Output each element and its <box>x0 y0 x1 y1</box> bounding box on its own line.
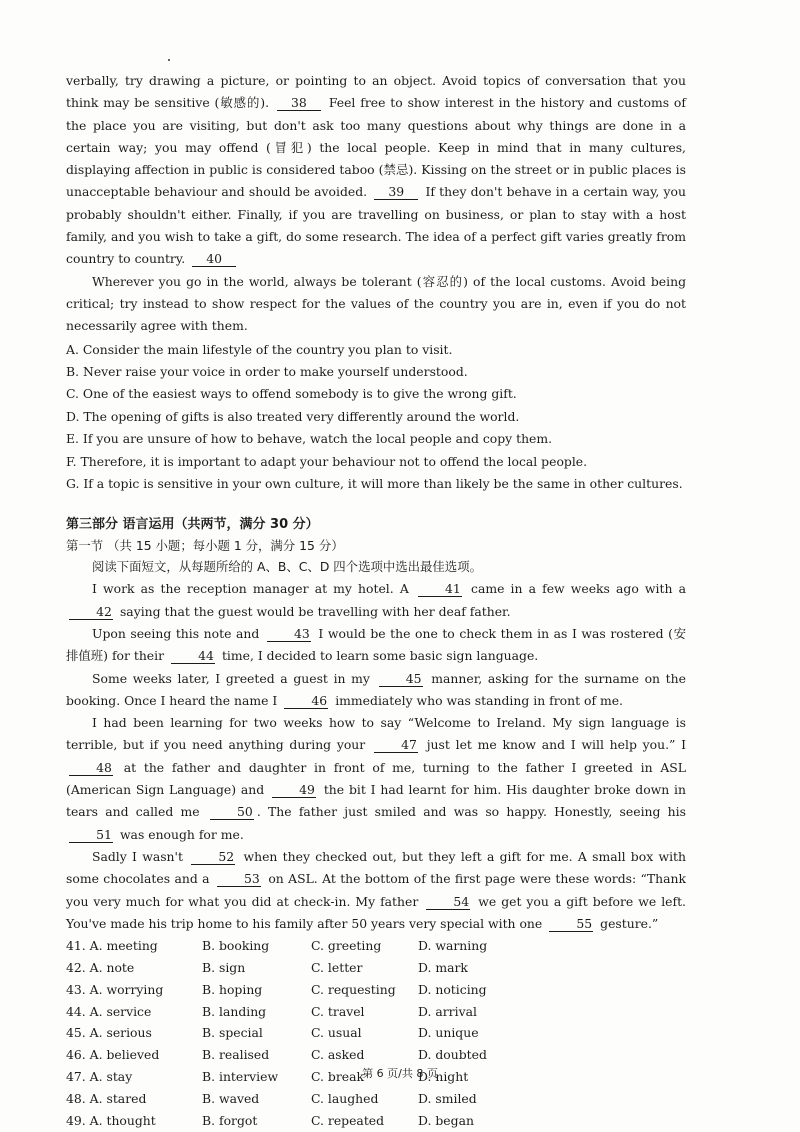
text: immediately who was standing in front of me. <box>335 692 623 708</box>
text: gesture.” <box>600 915 659 931</box>
blank-46[interactable]: 46 <box>284 693 328 709</box>
text: . The father just smiled and was so happy. Honestly, seeing his <box>256 804 686 820</box>
question-43 <box>66 979 686 1001</box>
option-e: E. If you are unsure of how to behave, watch the local people and copy them. <box>66 431 553 447</box>
choice-d[interactable]: D. doubted <box>418 1047 487 1063</box>
blank-45[interactable]: 45 <box>379 671 423 687</box>
choice-a[interactable]: 43. A. worrying <box>66 981 164 997</box>
section-title: 第三部分 语言运用（共两节，满分 30 分） <box>66 517 319 533</box>
choice-c[interactable]: C. letter <box>311 959 363 975</box>
choice-d[interactable]: D. arrival <box>418 1003 477 1019</box>
choice-c[interactable]: C. greeting <box>311 938 382 954</box>
option-g: G. If a topic is sensitive in your own culture, it will more than likely be the same in other cultures. <box>66 476 683 491</box>
choice-d[interactable]: D. began <box>418 1112 474 1128</box>
text: at the father and daughter in front of me, turning to the father I greeted in ASL (American Sign Language) and <box>66 759 686 798</box>
choice-b[interactable]: B. waved <box>202 1090 260 1106</box>
option-c: C. One of the easiest ways to offend somebody is to give the wrong gift. <box>66 386 517 402</box>
choice-d[interactable]: D. smiled <box>418 1090 477 1106</box>
blank-52[interactable]: 52 <box>191 849 235 865</box>
text: just let me know and I will help you.” I <box>426 737 686 753</box>
text: on ASL. At the bottom of the first page were these words: “Thank you very much for what you did at check-in. My father <box>66 871 686 909</box>
section-subtitle: 第一节 （共 15 小题；每小题 1 分，满分 15 分） <box>66 538 344 554</box>
blank-43[interactable]: 43 <box>267 626 311 642</box>
choice-d[interactable]: D. warning <box>418 938 488 954</box>
blank-38[interactable]: 38 <box>277 95 321 111</box>
choice-b[interactable]: B. sign <box>202 959 246 975</box>
choice-d[interactable]: D. unique <box>418 1025 479 1041</box>
blank-39[interactable]: 39 <box>374 184 418 200</box>
text: time, I decided to learn some basic sign language. <box>221 648 539 664</box>
blank-54[interactable]: 54 <box>426 894 470 910</box>
text: I had been learning for two weeks how to say “Welcome to Ireland. My sign language is terrible, but if you need anything during your <box>66 715 686 753</box>
question-49 <box>66 1110 686 1132</box>
choice-c[interactable]: C. repeated <box>311 1112 385 1128</box>
choice-d[interactable]: D. mark <box>418 959 468 975</box>
blank-48[interactable]: 48 <box>69 760 113 776</box>
section-instruction: 阅读下面短文，从每题所给的 A、B、C、D 四个选项中选出最佳选项。 <box>92 559 482 575</box>
blank-55[interactable]: 55 <box>549 916 593 932</box>
choice-c[interactable]: C. requesting <box>311 981 396 997</box>
cloze-paragraph-3 <box>66 668 686 713</box>
question-41 <box>66 935 686 957</box>
choice-c[interactable]: C. laughed <box>311 1090 379 1106</box>
question-44 <box>66 1001 686 1023</box>
text: saying that the guest would be travelling with her deaf father. <box>119 603 511 619</box>
choice-b[interactable]: B. booking <box>202 938 270 954</box>
choice-a[interactable]: 47. A. stay <box>66 1068 133 1084</box>
blank-51[interactable]: 51 <box>69 827 113 843</box>
choice-a[interactable]: 49. A. thought <box>66 1112 156 1128</box>
choice-a[interactable]: 42. A. note <box>66 959 135 975</box>
blank-41[interactable]: 41 <box>418 581 462 597</box>
choice-a[interactable]: 45. A. serious <box>66 1025 152 1041</box>
option-d: D. The opening of gifts is also treated very differently around the world. <box>66 408 520 424</box>
choice-b[interactable]: B. hoping <box>202 981 263 997</box>
question-45 <box>66 1022 686 1044</box>
choice-b[interactable]: B. forgot <box>202 1112 258 1128</box>
option-a: A. Consider the main lifestyle of the country you plan to visit. <box>66 341 453 357</box>
choice-a[interactable]: 41. A. meeting <box>66 938 158 954</box>
passage-paragraph-1 <box>66 70 686 271</box>
blank-47[interactable]: 47 <box>374 737 418 753</box>
text: If they don't behave in a certain way, you probably shouldn't either. Finally, if you are travelling on business, or plan to stay with a host family, and you wish to take a gift, do some research. The idea of a perfect gift varies greatly from country to country. <box>66 184 686 267</box>
page-content <box>66 70 686 1131</box>
text: we get you a gift before we left. You've made his trip home to his family after 50 years very special with one <box>66 893 686 931</box>
blank-42[interactable]: 42 <box>69 604 113 620</box>
choice-c[interactable]: C. asked <box>311 1047 365 1063</box>
question-options-list <box>66 935 686 1131</box>
blank-44[interactable]: 44 <box>171 648 215 664</box>
option-f: F. Therefore, it is important to adapt your behaviour not to offend the local people. <box>66 453 588 469</box>
choice-b[interactable]: B. special <box>202 1025 263 1041</box>
text: the bit I had learnt for him. His daughter broke down in tears and called me <box>66 782 686 820</box>
text: came in a few weeks ago with a <box>471 581 686 597</box>
blank-53[interactable]: 53 <box>217 871 261 887</box>
blank-50[interactable]: 50 <box>210 804 254 820</box>
text: Feel free to show interest in the history and customs of the place you are visiting, but don't ask too many questions about why things are done in a certain way; you may offend (冒犯) the local people. Keep in mind that in many cultures, displaying affection in public is considered taboo (禁忌). Kissing on the street or in public places is unacceptable behaviour and should be avoided. <box>66 95 686 200</box>
blank-49[interactable]: 49 <box>272 782 316 798</box>
option-b: B. Never raise your voice in order to make yourself understood. <box>66 363 468 379</box>
choice-a[interactable]: 48. A. stared <box>66 1090 147 1106</box>
text: I work as the reception manager at my hotel. A <box>92 581 409 597</box>
text: was enough for me. <box>119 826 244 842</box>
scan-speck <box>168 59 170 61</box>
cloze-paragraph-2 <box>66 623 686 668</box>
cloze-paragraph-5 <box>66 846 686 935</box>
choice-a[interactable]: 46. A. believed <box>66 1047 160 1063</box>
seven-choose-five-options <box>66 339 686 496</box>
passage-paragraph-2: Wherever you go in the world, always be tolerant (容忍的) of the local customs. Avoid being critical; try instead to show respect for the values of the country you are in, even if you do not necessarily agree with them. <box>66 273 686 334</box>
choice-c[interactable]: C. usual <box>311 1025 362 1041</box>
question-48 <box>66 1088 686 1110</box>
text: when they checked out, but they left a gift for me. A small box with some chocolates and a <box>66 848 686 887</box>
text: verbally, try drawing a picture, or pointing to an object. Avoid topics of conversation that you think may be sensitive (敏感的). <box>66 73 686 111</box>
text: I would be the one to check them in as I was rostered (安排值班) for their <box>66 626 686 664</box>
question-42 <box>66 957 686 979</box>
cloze-paragraph-4 <box>66 712 686 846</box>
choice-d[interactable]: D. noticing <box>418 981 487 997</box>
blank-40[interactable]: 40 <box>192 251 236 267</box>
choice-d[interactable]: D. night <box>418 1068 469 1084</box>
choice-a[interactable]: 44. A. service <box>66 1003 152 1019</box>
text: Some weeks later, I greeted a guest in my <box>92 670 370 686</box>
choice-b[interactable]: B. realised <box>202 1047 270 1063</box>
text: manner, asking for the surname on the booking. Once I heard the name I <box>66 670 686 708</box>
cloze-paragraph-1 <box>66 578 686 623</box>
text: Upon seeing this note and <box>92 626 260 641</box>
page-number: 第 6 页/共 8 页 <box>362 1067 438 1080</box>
choice-c[interactable]: C. break <box>311 1068 364 1084</box>
question-46 <box>66 1044 686 1066</box>
text: Sadly I wasn't <box>92 848 183 864</box>
choice-b[interactable]: B. interview <box>202 1068 279 1084</box>
choice-b[interactable]: B. landing <box>202 1003 267 1019</box>
choice-c[interactable]: C. travel <box>311 1003 365 1019</box>
